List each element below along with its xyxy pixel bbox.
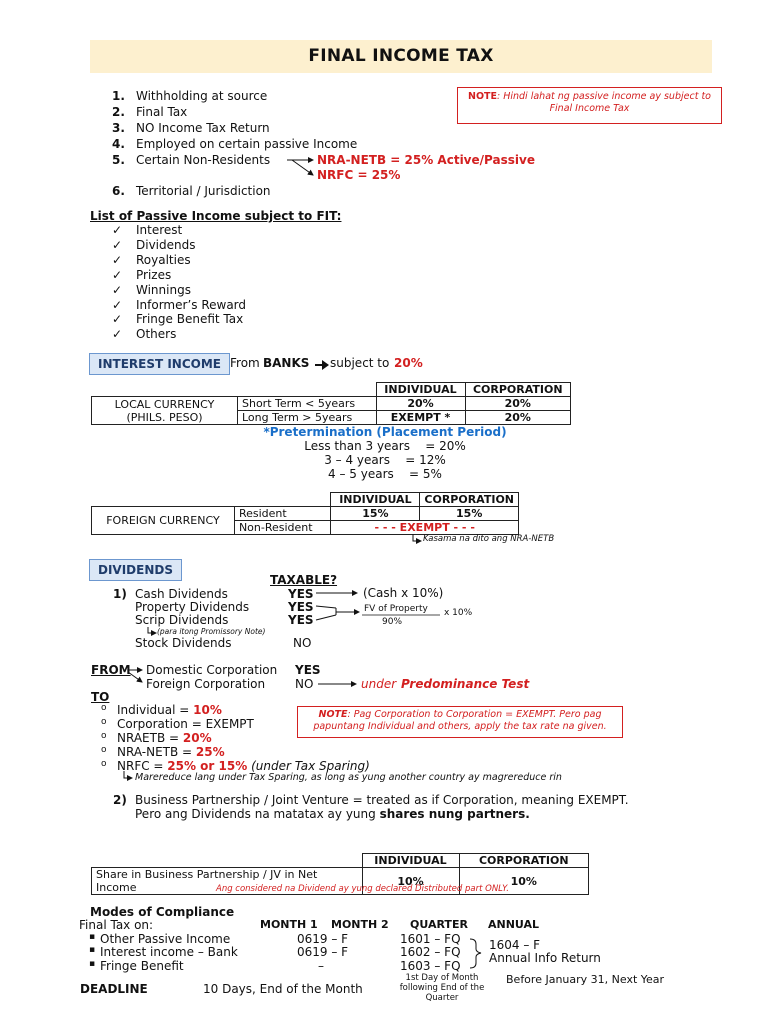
compliance-heading: Modes of Compliance	[90, 905, 235, 919]
dividend-item: Scrip Dividends	[135, 613, 229, 627]
bullet-icon: ▪	[89, 959, 96, 969]
passive-heading: List of Passive Income subject to FIT:	[90, 209, 342, 223]
nrfc-rate: NRFC = 25%	[317, 168, 401, 182]
pretermination-title: *Pretermination (Placement Period)	[263, 425, 507, 439]
interest-from: From	[230, 356, 260, 370]
list-item: Employed on certain passive Income	[136, 137, 358, 151]
exempt-cell: - - - EXEMPT - - -	[331, 521, 519, 535]
tax-sparing-note: Marereduce lang under Tax Sparing, as long as yung another country ay magrereduce rin	[135, 772, 562, 783]
to-label: TO	[91, 690, 110, 704]
bullet-icon: o	[101, 731, 107, 741]
dividends-tag: DIVIDENDS	[89, 559, 182, 581]
deadline-label: DEADLINE	[80, 982, 148, 996]
to-item-note: (under Tax Sparing)	[247, 759, 370, 773]
dividend-answer: YES	[288, 613, 314, 627]
business-partnership-line: Business Partnership / Joint Venture = treated as if Corporation, meaning EXEMPT.	[135, 793, 629, 807]
header-individual: INDIVIDUAL	[331, 493, 420, 507]
table-cell: Resident	[234, 507, 330, 521]
foreign-note: Kasama na dito ang NRA-NETB	[423, 534, 555, 544]
from-item: Domestic Corporation	[146, 663, 278, 677]
cash-formula: (Cash x 10%)	[363, 586, 444, 600]
dividend-item-number: 1)	[113, 587, 127, 601]
check-icon: ✓	[112, 298, 123, 312]
fv-numerator: FV of Property	[364, 604, 428, 614]
bullet-icon: o	[101, 745, 107, 755]
fv-denominator: 90%	[382, 617, 403, 627]
check-icon: ✓	[112, 268, 123, 282]
interest-banks: BANKS	[263, 356, 310, 370]
item-number: 2)	[113, 793, 127, 807]
interest-subject: subject to	[330, 356, 390, 370]
list-number: 4.	[112, 137, 125, 151]
passive-item: Prizes	[136, 268, 172, 282]
table-cell: 15%	[331, 507, 420, 521]
under-label: under	[361, 677, 397, 691]
predominance-test: Predominance Test	[401, 677, 530, 691]
compliance-month: 0619 – F	[297, 945, 349, 959]
passive-item: Dividends	[136, 238, 196, 252]
to-item-rate: 25% or 15%	[167, 759, 248, 773]
dividend-item: Cash Dividends	[135, 587, 228, 601]
deadline-annual: Before January 31, Next Year	[506, 973, 665, 986]
page-title: FINAL INCOME TAX	[308, 46, 494, 66]
list-item: Territorial / Jurisdiction	[136, 184, 271, 198]
bp-line-text: Pero ang Dividends na matatax ay yung	[135, 807, 376, 821]
final-tax-label: Final Tax on:	[79, 918, 154, 932]
compliance-row-label: Interest income – Bank	[100, 945, 238, 959]
dividend-item: Stock Dividends	[135, 636, 232, 650]
to-item	[117, 759, 370, 773]
col-month1: MONTH 1	[260, 918, 318, 931]
to-item-label: Individual =	[117, 703, 194, 717]
note-text: : Hindi lahat ng passive income ay subject to Final Income Tax	[497, 91, 711, 114]
bp-line-bold: shares nung partners.	[379, 807, 530, 821]
note-passive-income	[457, 87, 722, 124]
bullet-icon: o	[101, 703, 107, 713]
check-icon: ✓	[112, 253, 123, 267]
bullet-icon: o	[101, 759, 107, 769]
table-cell: Share in Business Partnership / JV in Net Income	[92, 868, 363, 895]
list-number: 5.	[112, 153, 125, 167]
col-month2: MONTH 2	[331, 918, 389, 931]
taxable-heading: TAXABLE?	[270, 573, 338, 587]
table-cell: 10%	[459, 868, 589, 895]
nra-netb-rate: NRA-NETB = 25% Active/Passive	[317, 153, 535, 167]
to-item	[117, 745, 225, 759]
note-prefix: NOTE	[468, 91, 497, 102]
dividend-answer: YES	[288, 587, 314, 601]
compliance-quarter: 1601 – FQ	[400, 932, 461, 946]
pretermination-line: 3 – 4 years = 12%	[324, 453, 446, 467]
to-item-label: NRA-NETB =	[117, 745, 196, 759]
deadline-month: 10 Days, End of the Month	[203, 982, 363, 996]
deadline-quarter-line: following End of the	[399, 983, 485, 993]
to-item-label: NRAETB =	[117, 731, 183, 745]
bp-note: Ang considered na Dividend ay yung declared Distributed part ONLY.	[216, 884, 509, 894]
compliance-month: 0619 – F	[297, 932, 349, 946]
passive-item: Fringe Benefit Tax	[136, 312, 244, 326]
list-number: 1.	[112, 89, 125, 103]
pretermination-line: Less than 3 years = 20%	[304, 439, 466, 453]
from-label: FROM	[91, 663, 131, 677]
bullet-icon: ▪	[89, 932, 96, 942]
col-quarter: QUARTER	[410, 918, 468, 931]
deadline-quarter	[384, 973, 500, 1003]
header-corporation: CORPORATION	[459, 854, 589, 868]
passive-item: Interest	[136, 223, 183, 237]
list-number: 6.	[112, 184, 125, 198]
compliance-row-label: Fringe Benefit	[100, 959, 184, 973]
note-prefix: NOTE	[318, 709, 348, 720]
list-number: 3.	[112, 121, 125, 135]
table-cell: Short Term < 5years	[238, 397, 377, 411]
list-item: NO Income Tax Return	[136, 121, 270, 135]
local-currency-table	[91, 382, 571, 425]
bullet-icon: ▪	[89, 945, 96, 955]
from-answer: NO	[295, 677, 314, 691]
note-corporation	[297, 706, 623, 738]
compliance-month: –	[318, 959, 324, 973]
annual-desc: Annual Info Return	[489, 951, 601, 965]
check-icon: ✓	[112, 238, 123, 252]
list-item: Withholding at source	[136, 89, 268, 103]
to-item	[117, 731, 212, 745]
deadline-quarter-line: 1st Day of Month	[405, 973, 479, 983]
list-number: 2.	[112, 105, 125, 119]
title-bar	[90, 40, 712, 73]
pretermination	[250, 425, 520, 481]
table-cell: Long Term > 5years	[238, 411, 377, 425]
fv-rate: x 10%	[444, 608, 473, 618]
passive-item: Winnings	[136, 283, 191, 297]
deadline-quarter-line: Quarter	[425, 993, 459, 1003]
header-corporation: CORPORATION	[465, 383, 571, 397]
table-cell: 20%	[465, 397, 571, 411]
foreign-currency-table	[91, 492, 519, 535]
from-answer: YES	[295, 663, 321, 677]
from-item: Foreign Corporation	[146, 677, 266, 691]
table-cell: 20%	[376, 397, 465, 411]
compliance-quarter: 1602 – FQ	[400, 945, 461, 959]
foreign-currency-label: FOREIGN CURRENCY	[92, 507, 235, 535]
passive-item: Others	[136, 327, 177, 341]
table-cell: 10%	[362, 868, 459, 895]
header-corporation: CORPORATION	[420, 493, 519, 507]
business-partnership-line-2	[135, 807, 530, 821]
dividend-answer: YES	[288, 600, 314, 614]
check-icon: ✓	[112, 312, 123, 326]
check-icon: ✓	[112, 327, 123, 341]
header-individual: INDIVIDUAL	[362, 854, 459, 868]
to-item-label: NRFC =	[117, 759, 168, 773]
table-cell: EXEMPT *	[376, 411, 465, 425]
check-icon: ✓	[112, 283, 123, 297]
annual-code: 1604 – F	[489, 938, 541, 952]
passive-item: Informer’s Reward	[136, 298, 247, 312]
interest-rate: 20%	[394, 356, 423, 370]
compliance-row-label: Other Passive Income	[100, 932, 231, 946]
table-cell: Non-Resident	[234, 521, 330, 535]
to-item: Corporation = EXEMPT	[117, 717, 254, 731]
table-cell: 15%	[420, 507, 519, 521]
header-individual: INDIVIDUAL	[376, 383, 465, 397]
scrip-note: (para itong Promissory Note)	[157, 627, 266, 636]
check-icon: ✓	[112, 223, 123, 237]
passive-item: Royalties	[136, 253, 191, 267]
to-item-rate: 25%	[195, 745, 225, 759]
to-item	[117, 703, 222, 717]
compliance-quarter: 1603 – FQ	[400, 959, 461, 973]
to-item-rate: 10%	[193, 703, 222, 717]
list-item: Final Tax	[136, 105, 188, 119]
local-currency-line1: LOCAL CURRENCY	[114, 397, 215, 411]
table-cell: 20%	[465, 411, 571, 425]
note-text: : Pag Corporation to Corporation = EXEMPT. Pero pag papuntang Individual and others, apply the tax rate na given.	[313, 709, 607, 732]
local-currency-line2: (PHILS. PESO)	[126, 410, 203, 424]
dividend-item: Property Dividends	[135, 600, 250, 614]
dividend-answer: NO	[293, 636, 312, 650]
col-annual: ANNUAL	[488, 918, 540, 931]
bullet-icon: o	[101, 717, 107, 727]
list-item: Certain Non-Residents	[136, 153, 271, 167]
pretermination-line: 4 – 5 years = 5%	[328, 467, 442, 481]
interest-income-tag: INTEREST INCOME	[89, 353, 230, 375]
local-currency-label	[92, 397, 238, 425]
to-item-rate: 20%	[182, 731, 212, 745]
